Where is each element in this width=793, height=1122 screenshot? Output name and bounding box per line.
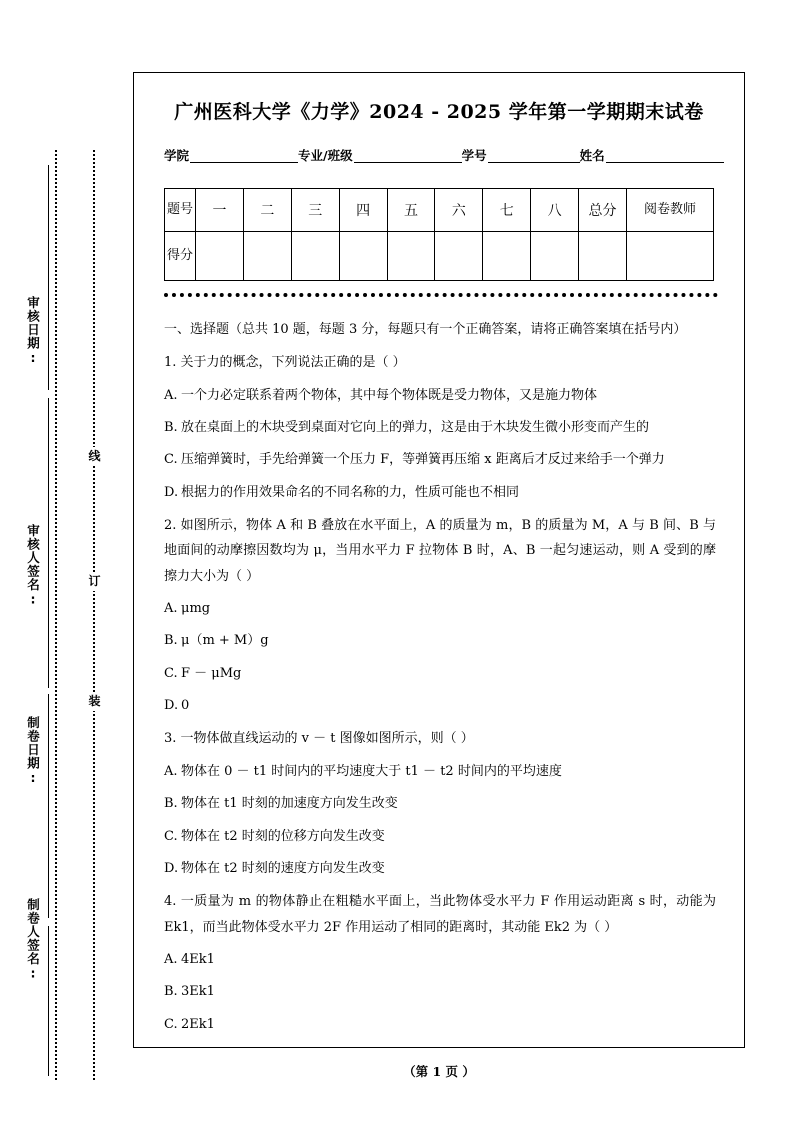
score-cell-1[interactable] <box>196 232 244 281</box>
option-key: C. <box>164 665 178 681</box>
row-label-question-number: 题号 <box>165 189 196 232</box>
student-id-field[interactable] <box>488 149 580 163</box>
question-4-option-b[interactable] <box>164 979 716 1004</box>
option-key: A. <box>164 387 178 403</box>
college-field[interactable] <box>190 149 298 163</box>
score-cell-8[interactable] <box>531 232 579 281</box>
option-text: μ（m + M）g <box>181 633 269 649</box>
dotted-divider <box>164 293 718 301</box>
margin-rule <box>48 926 49 1076</box>
question-4-option-a[interactable] <box>164 947 716 972</box>
dashed-seam-line-outer <box>55 150 57 1080</box>
question-column-8: 八 <box>531 189 579 232</box>
review-date-label: 审核日期: <box>25 296 41 366</box>
student-name-label: 姓名 <box>579 148 605 163</box>
option-key: A. <box>164 763 178 779</box>
option-text: F － μMg <box>181 665 242 681</box>
question-column-4: 四 <box>339 189 387 232</box>
question-2-option-a[interactable] <box>164 596 716 621</box>
score-cell-3[interactable] <box>291 232 339 281</box>
question-column-total: 总分 <box>579 189 627 232</box>
left-margin-annotations <box>0 0 130 1122</box>
option-key: C. <box>164 1016 178 1032</box>
margin-rule <box>48 165 49 390</box>
score-cell-total[interactable] <box>579 232 627 281</box>
question-1-option-d[interactable] <box>164 480 716 505</box>
option-text: 0 <box>181 698 190 714</box>
major-class-label: 专业/班级 <box>298 148 353 163</box>
option-text: 放在桌面上的木块受到桌面对它向上的弹力，这是由于木块发生微小形变而产生的 <box>181 420 650 436</box>
option-text: 压缩弹簧时，手先给弹簧一个压力 F，等弹簧再压缩 x 距离后才反过来给手一个弹力 <box>181 452 665 468</box>
option-text: 3Ek1 <box>181 984 215 1000</box>
option-text: 物体在 t1 时刻的加速度方向发生改变 <box>181 796 398 812</box>
grader-cell[interactable] <box>627 232 714 281</box>
option-key: B. <box>164 633 178 649</box>
option-key: C. <box>164 452 178 468</box>
question-2-option-c[interactable] <box>164 661 716 686</box>
maker-date-label: 制卷日期: <box>25 716 41 786</box>
question-4-option-c[interactable] <box>164 1012 716 1037</box>
option-key: D. <box>164 484 179 500</box>
dashed-seam-line-inner <box>93 150 95 1080</box>
option-text: μmg <box>181 601 211 617</box>
question-column-2: 二 <box>243 189 291 232</box>
score-cell-4[interactable] <box>339 232 387 281</box>
option-text: 物体在 t2 时刻的速度方向发生改变 <box>181 860 385 876</box>
seam-char-bind: 订 <box>87 572 102 591</box>
margin-rule <box>48 398 49 688</box>
question-stem-4: 4. 一质量为 m 的物体静止在粗糙水平面上，当此物体受水平力 F 作用运动距离 s 时，动能为 Ek1，而当此物体受水平力 2F 作用运动了相同的距离时，其动能 Ek2 为（ ） <box>164 894 716 935</box>
question-1-option-a[interactable] <box>164 383 716 408</box>
margin-rule <box>48 694 49 918</box>
question-2-option-b[interactable] <box>164 628 716 653</box>
question-3-option-a[interactable] <box>164 759 716 784</box>
question-column-6: 六 <box>435 189 483 232</box>
seam-char-pack: 装 <box>87 692 102 711</box>
question-3-option-c[interactable] <box>164 824 716 849</box>
option-key: B. <box>164 984 178 1000</box>
option-text: 2Ek1 <box>181 1016 215 1032</box>
option-text: 物体在 t2 时刻的位移方向发生改变 <box>181 828 385 844</box>
seam-char-line: 线 <box>87 447 102 466</box>
option-text: 根据力的作用效果命名的不同名称的力，性质可能也不相同 <box>181 484 520 500</box>
maker-signature-label: 制卷人签名: <box>25 898 41 982</box>
question-2-option-d[interactable] <box>164 693 716 718</box>
row-label-score: 得分 <box>165 232 196 281</box>
score-cell-6[interactable] <box>435 232 483 281</box>
score-cell-2[interactable] <box>243 232 291 281</box>
option-text: 物体在 0 － t1 时间内的平均速度大于 t1 － t2 时间内的平均速度 <box>181 763 562 779</box>
option-text: 4Ek1 <box>181 951 215 967</box>
major-class-field[interactable] <box>354 149 462 163</box>
question-1-option-c[interactable] <box>164 447 716 472</box>
option-key: A. <box>164 951 178 967</box>
question-column-7: 七 <box>483 189 531 232</box>
student-info-row <box>164 146 724 164</box>
option-key: D. <box>164 698 179 714</box>
college-label: 学院 <box>164 148 190 163</box>
question-column-1: 一 <box>196 189 244 232</box>
question-stem-3: 3. 一物体做直线运动的 v － t 图像如图所示，则（ ） <box>164 731 474 747</box>
question-3-option-d[interactable] <box>164 856 716 881</box>
option-text: 一个力必定联系着两个物体，其中每个物体既是受力物体，又是施力物体 <box>181 387 598 403</box>
question-stem-2: 2. 如图所示，物体 A 和 B 叠放在水平面上，A 的质量为 m，B 的质量为 M，A 与 B 间、B 与地面间的动摩擦因数均为 μ，当用水平力 F 拉物体 B 时，A、B 一起匀速运动，则 A 受到的摩擦力大小为（ ） <box>164 518 716 584</box>
section-heading: 一、选择题（总共 10 题，每题 3 分，每题只有一个正确答案，请将正确答案填在括号内） <box>164 322 687 337</box>
option-key: C. <box>164 828 178 844</box>
option-key: D. <box>164 860 179 876</box>
exam-title: 广州医科大学《力学》2024 - 2025 学年第一学期期末试卷 <box>174 101 704 123</box>
score-table <box>164 188 714 281</box>
question-1-option-b[interactable] <box>164 415 716 440</box>
student-id-label: 学号 <box>461 148 487 163</box>
page-footer: （第 1 页 ） <box>403 1064 475 1079</box>
score-cell-5[interactable] <box>387 232 435 281</box>
grader-header: 阅卷教师 <box>627 189 714 232</box>
question-stem-1: 1. 关于力的概念，下列说法正确的是（ ） <box>164 355 406 371</box>
reviewer-signature-label: 审核人签名: <box>25 524 41 608</box>
option-key: B. <box>164 420 178 436</box>
exam-content <box>164 317 716 1037</box>
option-key: B. <box>164 796 178 812</box>
exam-paper-frame <box>133 72 745 1048</box>
table-row-scores <box>165 232 714 281</box>
table-row-question-numbers <box>165 189 714 232</box>
question-3-option-b[interactable] <box>164 791 716 816</box>
student-name-field[interactable] <box>606 149 724 163</box>
score-cell-7[interactable] <box>483 232 531 281</box>
question-column-3: 三 <box>291 189 339 232</box>
question-column-5: 五 <box>387 189 435 232</box>
option-key: A. <box>164 601 178 617</box>
